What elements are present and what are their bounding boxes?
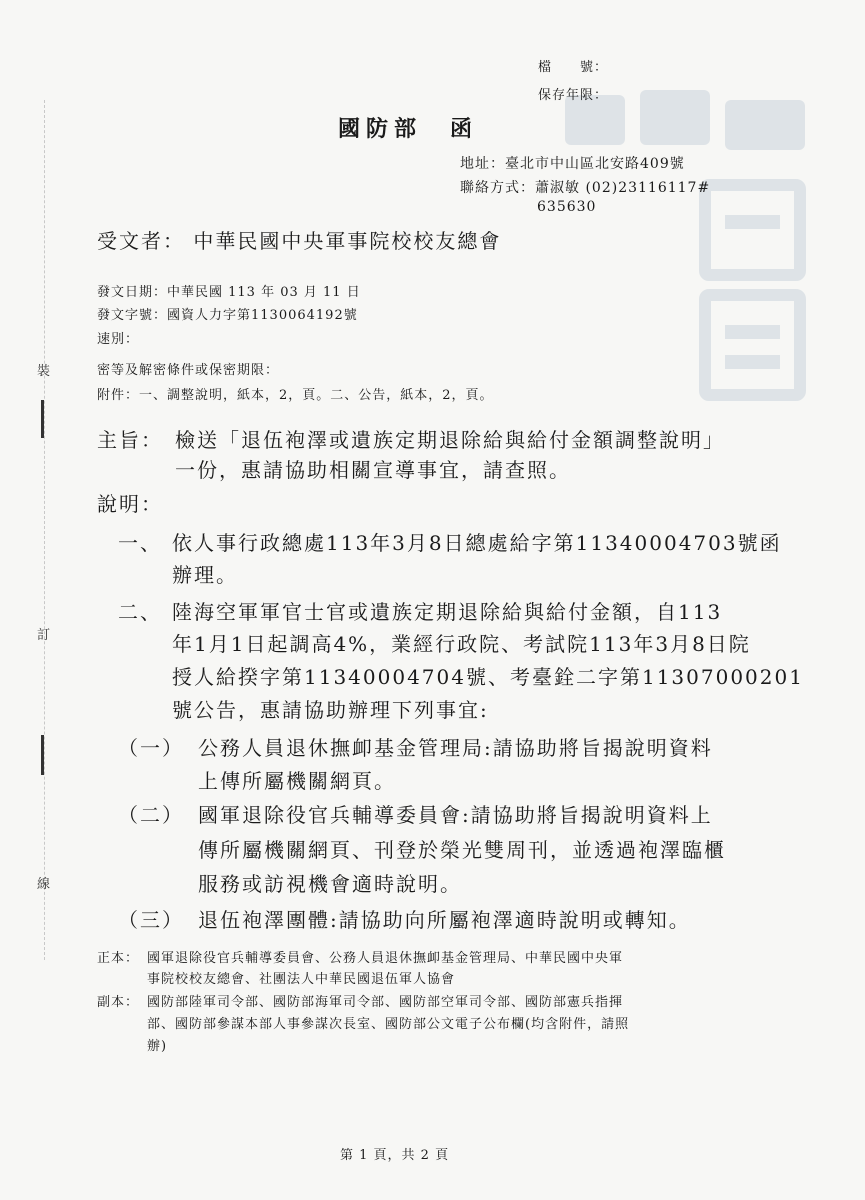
item-number: 二、 [118, 600, 162, 624]
subitem-line: 退伍袍澤團體:請協助向所屬袍澤適時說明或轉知。 [198, 908, 691, 932]
contact-extension: 635630 [537, 199, 597, 215]
subject-label: 主旨： [97, 428, 163, 452]
copy-recipients: 辦) [147, 1039, 168, 1054]
copy-label: 副本： [97, 995, 140, 1010]
item-number: 一、 [118, 531, 162, 555]
item-line: 辦理。 [172, 563, 238, 587]
binding-guide-line [44, 100, 45, 960]
original-label: 正本： [97, 951, 140, 966]
binding-char-zhuang: 裝 [37, 364, 51, 379]
item-line: 授人給揆字第11340004704號、考臺銓二字第11307000201 [172, 665, 804, 689]
document-title: 國防部 函 [338, 116, 479, 142]
contact-info: 聯絡方式：蕭淑敏 (02)23116117# [460, 180, 711, 196]
page-number: 第 1 頁，共 2 頁 [340, 1148, 450, 1163]
item-line: 依人事行政總處113年3月8日總處給字第11340004703號函 [172, 531, 782, 555]
subitem-line: 服務或訪視機會適時說明。 [198, 872, 462, 896]
subject-line: 檢送「退伍袍澤或遺族定期退除給與給付金額調整說明」 [175, 428, 725, 452]
binding-mark [41, 400, 44, 438]
subject-line: 一份，惠請協助相關宣導事宜，請查照。 [175, 458, 571, 482]
subitem-number: （三） [118, 908, 184, 932]
binding-mark [41, 735, 44, 775]
retention-label: 保存年限： [538, 88, 609, 103]
item-line: 號公告，惠請協助辦理下列事宜: [172, 698, 489, 722]
copy-recipients: 部、國防部參謀本部人事參謀次長室、國防部公文電子公布欄(均含附件，請照 [147, 1017, 630, 1032]
subitem-number: （一） [118, 736, 184, 760]
recipient: 受文者： 中華民國中央軍事院校校友總會 [97, 229, 502, 253]
item-line: 陸海空軍軍官士官或遺族定期退除給與給付金額，自113 [172, 600, 723, 624]
subitem-line: 上傳所屬機關網頁。 [198, 769, 396, 793]
subitem-line: 傳所屬機關網頁、刊登於榮光雙周刊，並透過袍澤臨櫃 [198, 838, 726, 862]
file-number-label: 檔 號： [538, 60, 609, 75]
original-recipients: 事院校校友總會、社團法人中華民國退伍軍人協會 [147, 972, 456, 987]
subitem-line: 國軍退除役官兵輔導委員會:請協助將旨揭說明資料上 [198, 803, 713, 827]
binding-char-ding: 訂 [37, 628, 51, 643]
copy-recipients: 國防部陸軍司令部、國防部海軍司令部、國防部空軍司令部、國防部憲兵指揮 [147, 995, 624, 1010]
address: 地址：臺北市中山區北安路409號 [460, 156, 685, 172]
item-line: 年1月1日起調高4%，業經行政院、考試院113年3月8日院 [172, 632, 751, 656]
issue-number: 發文字號：國資人力字第1130064192號 [97, 308, 358, 323]
binding-char-xian: 線 [37, 877, 51, 892]
attachments: 附件：一、調整說明，紙本，2，頁。二、公告，紙本，2，頁。 [97, 388, 494, 403]
speed: 速別： [97, 332, 140, 347]
original-recipients: 國軍退除役官兵輔導委員會、公務人員退休撫卹基金管理局、中華民國中央軍 [147, 951, 624, 966]
issue-date: 發文日期：中華民國 113 年 03 月 11 日 [97, 285, 361, 300]
subitem-line: 公務人員退休撫卹基金管理局:請協助將旨揭說明資料 [198, 736, 713, 760]
explanation-label: 說明： [97, 492, 163, 516]
secrecy: 密等及解密條件或保密期限： [97, 363, 280, 378]
subitem-number: （二） [118, 803, 184, 827]
